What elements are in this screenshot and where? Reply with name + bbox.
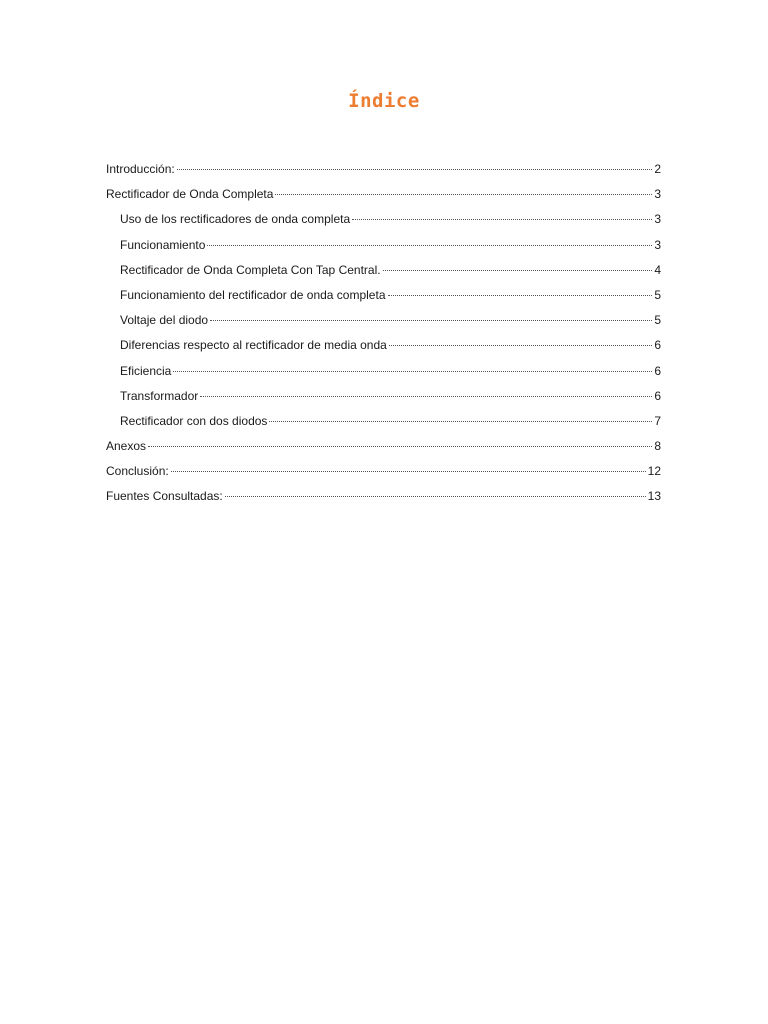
toc-entry-label: Funcionamiento del rectificador de onda completa — [120, 287, 386, 302]
toc-entry-label: Conclusión: — [106, 464, 169, 479]
dot-leader — [389, 344, 653, 346]
toc-entry-voltaje-diodo[interactable] — [106, 308, 661, 333]
table-of-contents — [106, 157, 661, 510]
dot-leader — [148, 445, 652, 447]
toc-entry-label: Rectificador de Onda Completa — [106, 187, 274, 202]
toc-entry-page: 6 — [654, 388, 661, 403]
dot-leader — [177, 168, 653, 170]
toc-entry-label: Eficiencia — [120, 363, 172, 378]
toc-entry-uso-rectificadores[interactable] — [106, 207, 661, 232]
toc-entry-introduccion[interactable] — [106, 157, 661, 182]
toc-entry-diferencias[interactable] — [106, 333, 661, 358]
toc-entry-label: Introducción: — [106, 162, 175, 176]
toc-entry-conclusion[interactable] — [106, 459, 661, 484]
toc-entry-tap-central[interactable] — [106, 258, 661, 283]
toc-entry-page: 4 — [654, 262, 661, 277]
toc-entry-label: Voltaje del diodo — [120, 313, 209, 328]
toc-entry-label: Fuentes Consultadas: — [106, 489, 223, 504]
toc-entry-label: Rectificador con dos diodos — [120, 413, 268, 428]
toc-entry-page: 3 — [654, 212, 661, 227]
dot-leader — [200, 395, 652, 397]
toc-entry-page: 5 — [654, 287, 661, 302]
toc-entry-page: 3 — [654, 237, 661, 252]
toc-entry-page: 13 — [647, 489, 661, 504]
toc-entry-label: Uso de los rectificadores de onda completa — [120, 212, 351, 227]
toc-entry-transformador[interactable] — [106, 384, 661, 409]
toc-entry-label: Transformador — [120, 388, 199, 403]
toc-entry-funcionamiento-rectificador[interactable] — [106, 283, 661, 308]
toc-entry-dos-diodos[interactable] — [106, 409, 661, 434]
dot-leader — [173, 370, 652, 372]
toc-entry-funcionamiento[interactable] — [106, 233, 661, 258]
toc-entry-page: 8 — [654, 439, 661, 454]
toc-entry-label: Anexos — [106, 439, 147, 454]
toc-entry-eficiencia[interactable] — [106, 359, 661, 384]
dot-leader — [269, 420, 652, 422]
toc-entry-rectificador-onda-completa[interactable] — [106, 182, 661, 207]
toc-entry-page: 12 — [647, 464, 661, 479]
dot-leader — [210, 319, 652, 321]
dot-leader — [207, 244, 652, 246]
dot-leader — [383, 269, 653, 271]
dot-leader — [352, 218, 652, 220]
toc-entry-label: Diferencias respecto al rectificador de media onda — [120, 338, 387, 353]
dot-leader — [388, 294, 653, 296]
dot-leader — [171, 470, 646, 472]
toc-entry-anexos[interactable] — [106, 434, 661, 459]
dot-leader — [225, 495, 646, 497]
toc-entry-page: 5 — [654, 313, 661, 328]
toc-title: Índice — [348, 90, 420, 112]
toc-entry-page: 3 — [654, 187, 661, 202]
toc-entry-page: 2 — [654, 162, 661, 176]
toc-entry-fuentes[interactable] — [106, 484, 661, 509]
toc-entry-page: 6 — [654, 338, 661, 353]
toc-entry-page: 7 — [654, 413, 661, 428]
toc-entry-label: Rectificador de Onda Completa Con Tap Central. — [120, 262, 381, 277]
toc-entry-label: Funcionamiento — [120, 237, 206, 252]
toc-entry-page: 6 — [654, 363, 661, 378]
dot-leader — [275, 193, 652, 195]
